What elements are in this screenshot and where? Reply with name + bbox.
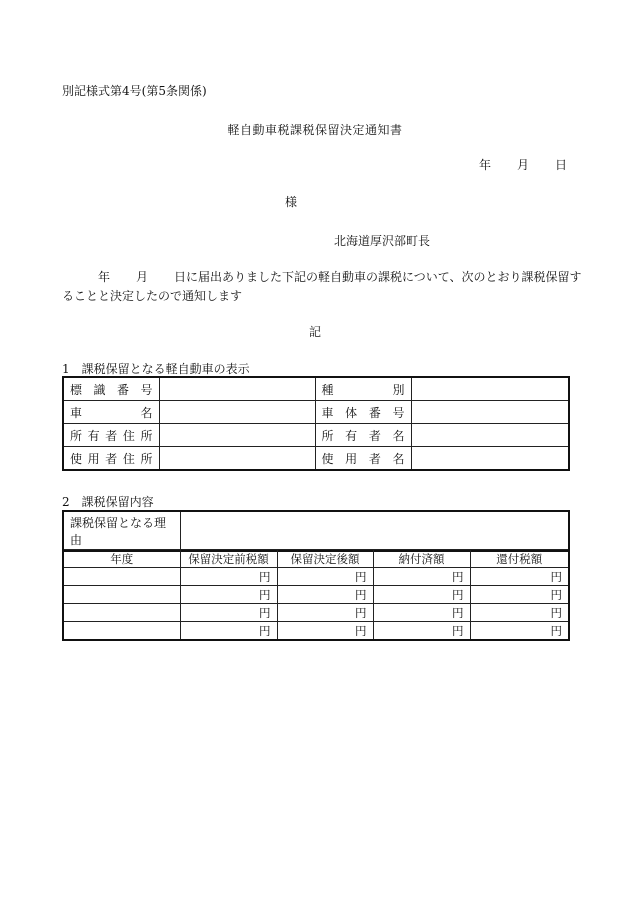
tax-amount-table <box>62 549 570 641</box>
table-row <box>63 604 569 622</box>
owner-name-field[interactable] <box>411 424 569 447</box>
body-text-line-1 <box>62 268 582 285</box>
table-row <box>63 377 569 401</box>
car-name-label: 車名 <box>63 401 159 424</box>
table-header-row <box>63 550 569 568</box>
body-text-rest: 日に届出ありました下記の軽自動車の課税について、次のとおり課税保留す <box>174 270 582 284</box>
body-year-label: 年 <box>98 270 111 284</box>
ki-heading: 記 <box>308 325 321 339</box>
owner-address-label: 所有者住所 <box>63 424 159 447</box>
table-row <box>63 586 569 604</box>
vehicle-info-table <box>62 376 570 471</box>
user-address-label: 使用者住所 <box>63 447 159 471</box>
date-day-label: 日 <box>554 158 567 172</box>
column-header-refund: 還付税額 <box>470 550 569 568</box>
section1-heading: 1 課税保留となる軽自動車の表示 <box>62 362 250 376</box>
date-year-label: 年 <box>478 158 491 172</box>
table-row <box>63 622 569 641</box>
before-amount-field[interactable]: 円 <box>180 586 277 604</box>
refund-amount-field[interactable]: 円 <box>470 568 569 586</box>
column-header-paid: 納付済額 <box>373 550 470 568</box>
year-field[interactable] <box>63 586 180 604</box>
table-row <box>63 401 569 424</box>
document-title: 軽自動車税課税保留決定通知書 <box>227 123 403 137</box>
before-amount-field[interactable]: 円 <box>180 604 277 622</box>
before-amount-field[interactable]: 円 <box>180 568 277 586</box>
year-field[interactable] <box>63 604 180 622</box>
after-amount-field[interactable]: 円 <box>277 568 373 586</box>
vehicle-type-field[interactable] <box>411 377 569 401</box>
year-field[interactable] <box>63 568 180 586</box>
paid-amount-field[interactable]: 円 <box>373 568 470 586</box>
year-field[interactable] <box>63 622 180 641</box>
table-row <box>63 568 569 586</box>
column-header-before: 保留決定前税額 <box>180 550 277 568</box>
user-name-field[interactable] <box>411 447 569 471</box>
date-month-label: 月 <box>516 158 529 172</box>
form-number-label: 別記様式第4号(第5条関係) <box>62 84 207 98</box>
column-header-year: 年度 <box>63 550 180 568</box>
chassis-number-field[interactable] <box>411 401 569 424</box>
refund-amount-field[interactable]: 円 <box>470 604 569 622</box>
issuer-name: 北海道厚沢部町長 <box>334 234 431 248</box>
table-row <box>63 447 569 471</box>
after-amount-field[interactable]: 円 <box>277 622 373 641</box>
body-text-line-2: ることと決定したので通知します <box>62 289 243 303</box>
section2-heading: 2 課税保留内容 <box>62 495 154 509</box>
body-month-label: 月 <box>136 270 149 284</box>
owner-address-field[interactable] <box>159 424 315 447</box>
reason-table <box>62 510 570 552</box>
chassis-number-label: 車体番号 <box>315 401 411 424</box>
owner-name-label: 所有者名 <box>315 424 411 447</box>
vehicle-type-label: 種別 <box>315 377 411 401</box>
reason-label: 課税保留となる理由 <box>63 511 180 551</box>
plate-number-field[interactable] <box>159 377 315 401</box>
paid-amount-field[interactable]: 円 <box>373 604 470 622</box>
plate-number-label: 標識番号 <box>63 377 159 401</box>
car-name-field[interactable] <box>159 401 315 424</box>
paid-amount-field[interactable]: 円 <box>373 622 470 641</box>
after-amount-field[interactable]: 円 <box>277 586 373 604</box>
refund-amount-field[interactable]: 円 <box>470 622 569 641</box>
column-header-after: 保留決定後額 <box>277 550 373 568</box>
reason-field[interactable] <box>180 511 569 551</box>
user-address-field[interactable] <box>159 447 315 471</box>
user-name-label: 使用者名 <box>315 447 411 471</box>
addressee-suffix: 様 <box>285 195 298 209</box>
after-amount-field[interactable]: 円 <box>277 604 373 622</box>
issue-date <box>479 156 567 173</box>
table-row <box>63 424 569 447</box>
refund-amount-field[interactable]: 円 <box>470 586 569 604</box>
before-amount-field[interactable]: 円 <box>180 622 277 641</box>
table-row <box>63 511 569 551</box>
paid-amount-field[interactable]: 円 <box>373 586 470 604</box>
